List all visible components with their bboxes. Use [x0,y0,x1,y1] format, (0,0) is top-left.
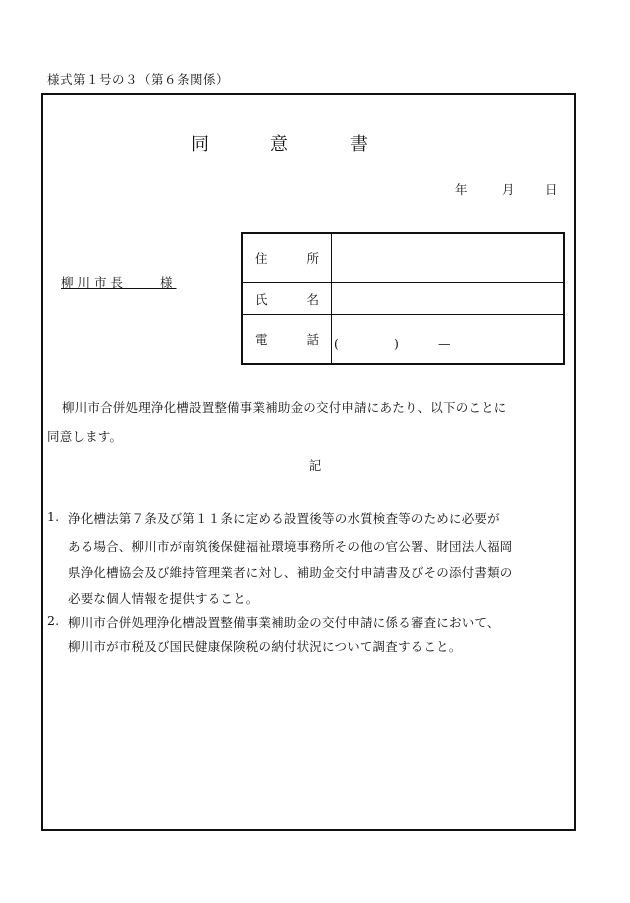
phone-close-paren: ) [394,336,399,351]
date-day-label: 日 [545,182,558,197]
applicant-info-table [241,232,565,365]
title-char: 意 [270,134,288,155]
item-1-number: 1. [47,509,60,524]
name-row [242,282,564,315]
label-char: 話 [306,332,319,348]
name-field[interactable] [332,282,565,315]
phone-open-paren: ( [334,336,339,351]
address-field[interactable] [332,233,565,282]
label-char: 住 [255,250,268,266]
label-char: 所 [306,250,319,266]
phone-row [242,315,564,364]
item-2-number: 2. [47,613,60,628]
date-year-label: 年 [455,182,468,197]
addressee: 柳川市長 様 [61,275,177,290]
item-1-line: 浄化槽法第７条及び第１１条に定める設置後等の水質検査等のために必要が [68,511,500,526]
name-label [242,282,332,315]
ki-heading: 記 [308,458,322,473]
item-1-line: 県浄化槽協会及び維持管理業者に対し、補助金交付申請書及びその添付書類の [68,565,513,580]
item-1-line: 必要な個人情報を提供すること。 [68,591,259,606]
consent-line-1: 柳川市合併処理浄化槽設置整備事業補助金の交付申請にあたり、以下のことに [62,400,507,415]
date-month-label: 月 [502,182,515,197]
address-label [242,233,332,282]
title-char: 書 [350,134,368,155]
phone-dash: — [438,336,451,351]
form-number: 様式第１号の３（第６条関係） [47,72,230,87]
item-2-line: 柳川市合併処理浄化槽設置整備事業補助金の交付申請に係る審査において、 [68,615,500,630]
label-char: 氏 [255,291,268,307]
item-2-line: 柳川市が市税及び国民健康保険税の納付状況について調査すること。 [68,639,462,654]
label-char: 名 [306,291,319,307]
address-row [242,233,564,282]
phone-label [242,315,332,364]
title-char: 同 [191,134,209,155]
consent-line-2: 同意します。 [47,429,123,444]
item-1-line: ある場合、柳川市が南筑後保健福祉環境事務所その他の官公署、財団法人福岡 [68,539,513,554]
label-char: 電 [255,332,268,348]
